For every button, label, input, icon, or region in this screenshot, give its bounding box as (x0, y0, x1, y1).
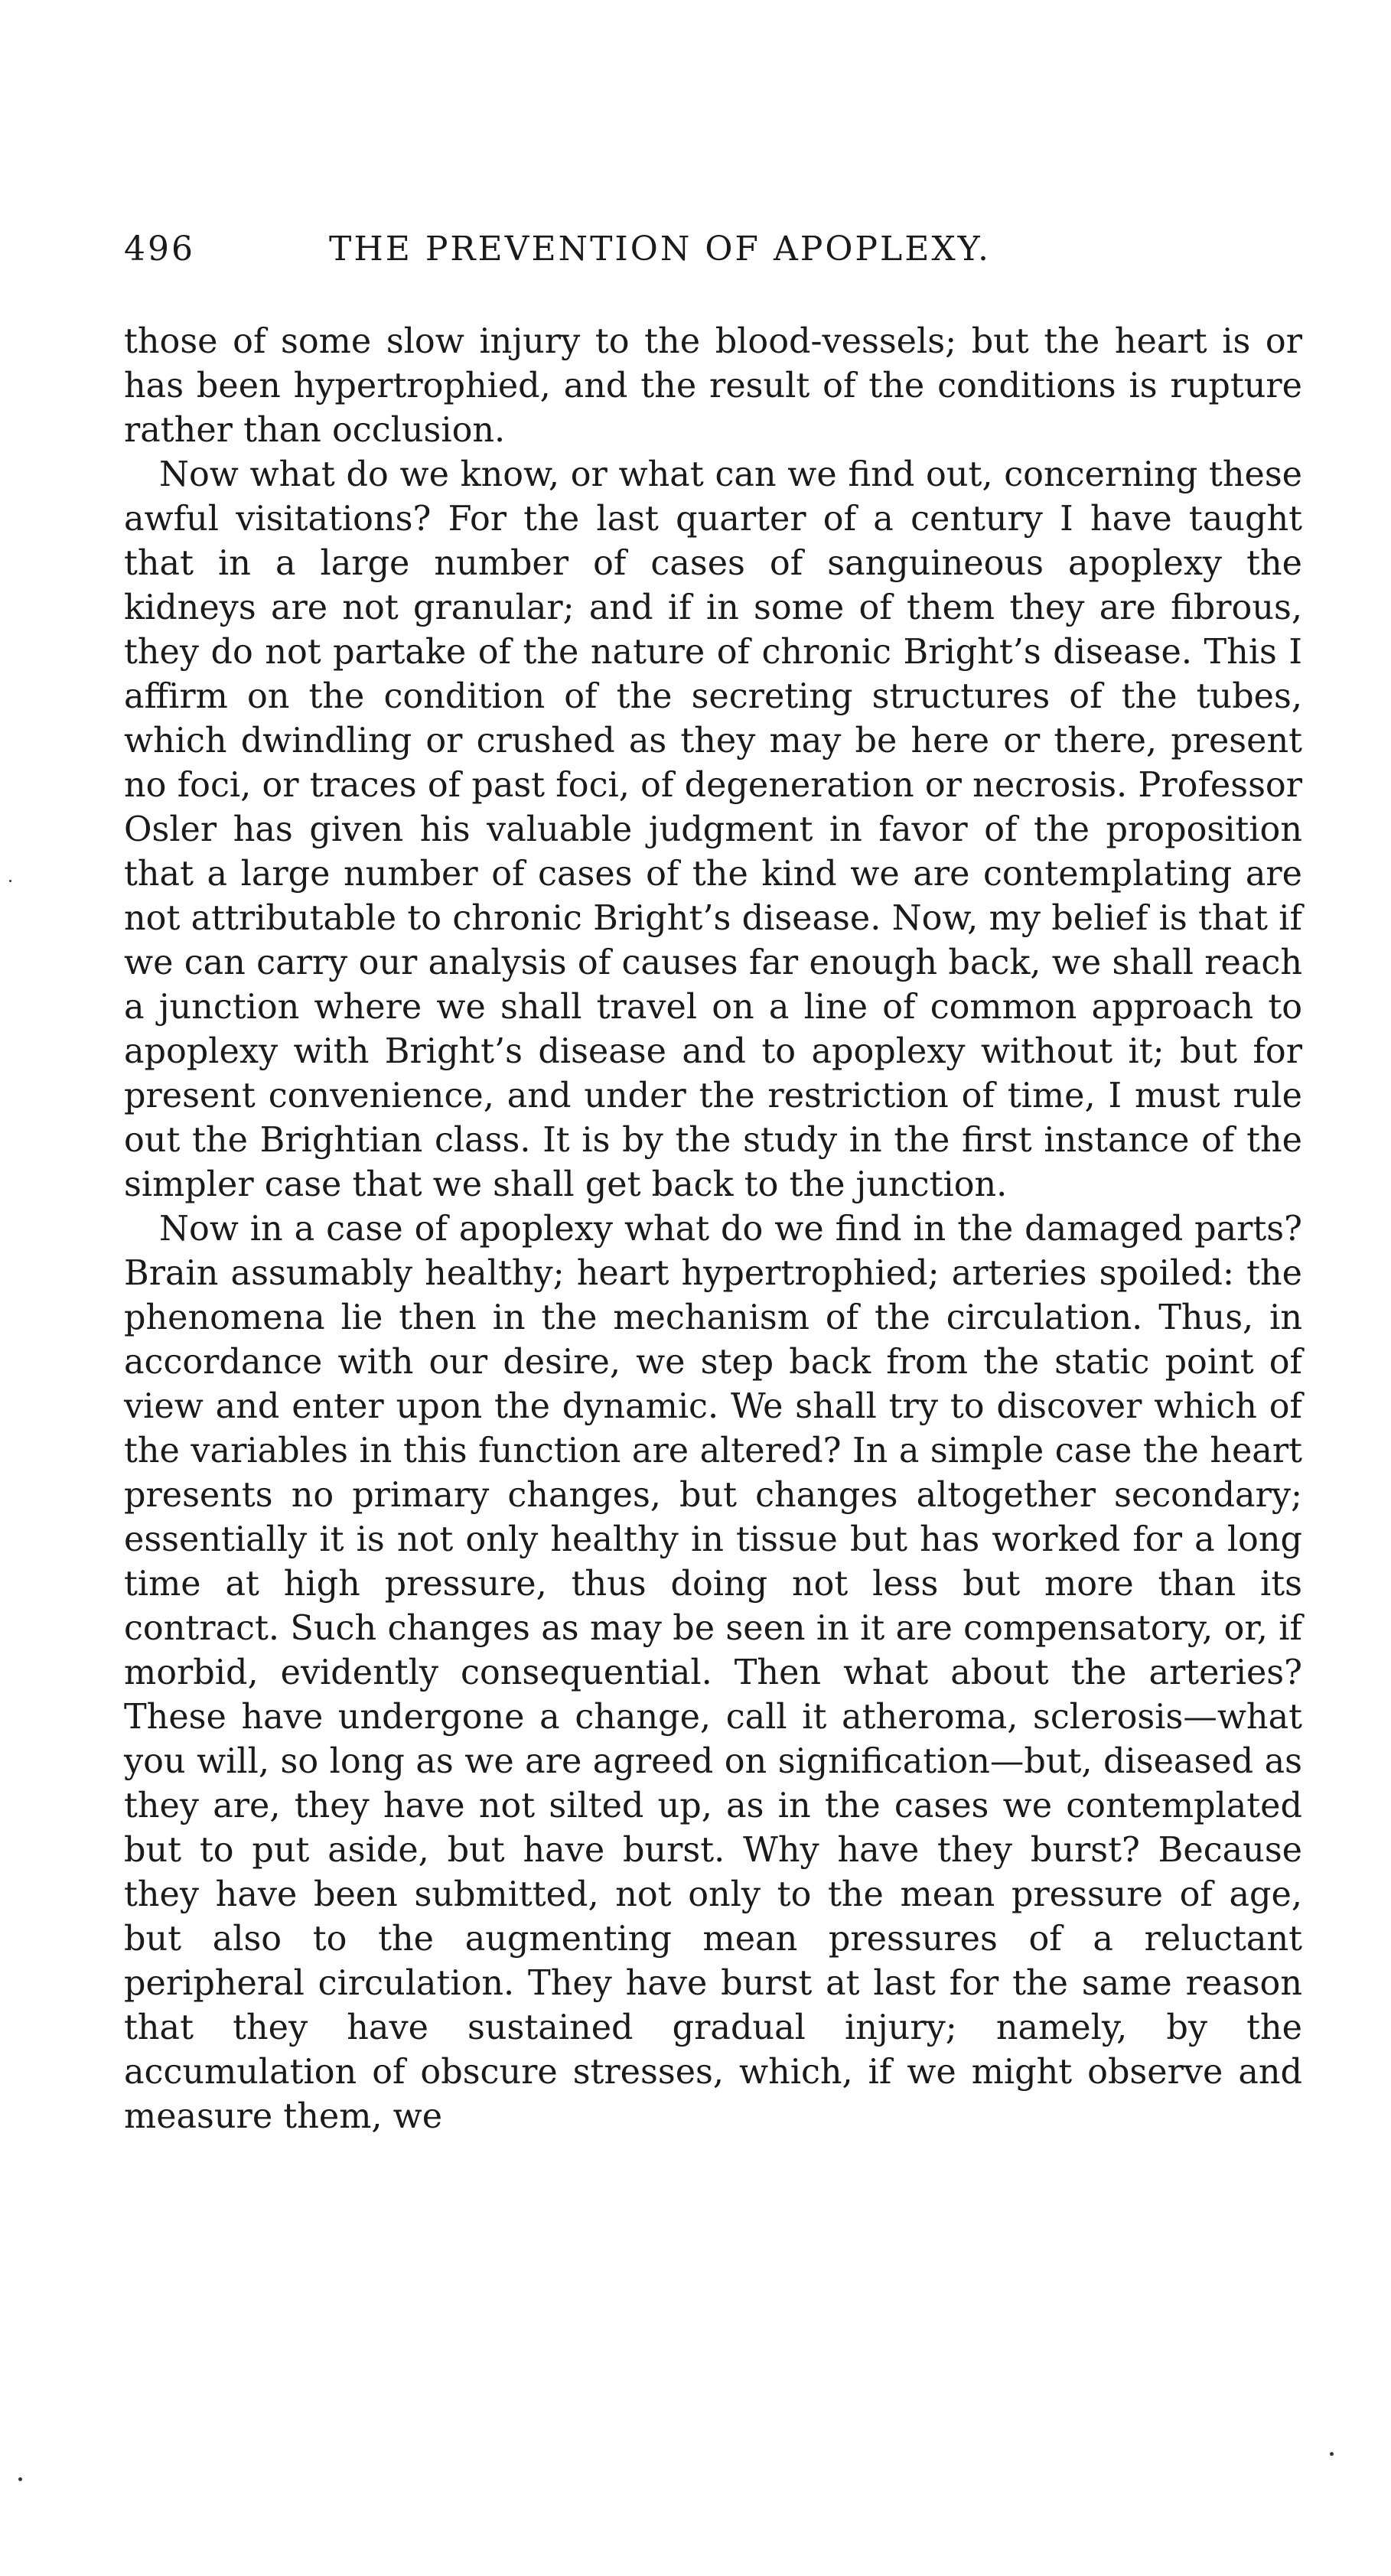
paragraph-continued: those of some slow injury to the blood-vessels; but the heart is or has been hypertrophied, and the result of the conditions is rupture rather than occlusion. (124, 322, 1302, 450)
page-number: 496 (124, 230, 195, 269)
running-head (124, 230, 1302, 283)
scan-speck (9, 880, 11, 882)
scan-speck (18, 2477, 22, 2481)
paragraph-damaged-parts: Now in a case of apoplexy what do we find in the damaged parts? Brain assumably healthy; heart hypertrophied; arteries spoiled: the phenomena lie then in the mechanism of the circulation. Thus, in accordance with our desire, we step back from the static point of view and enter upon the dynamic. We shall try to discover which of the variables in this function are altered? In a simple case the heart presents no primary changes, but changes altogether secondary; essentially it is not only healthy in tissue but has worked for a long time at high pressure, thus doing not less but more than its contract. Such changes as may be seen in it are compensatory, or, if morbid, evidently consequential. Then what about the arteries? These have undergone a change, call it atheroma, sclerosis—what you will, so long as we are agreed on signification—but, diseased as they are, they have not silted up, as in the cases we contemplated but to put aside, but have burst. Why have they burst? Because they have been submitted, not only to the mean pressure of age, but also to the augmenting mean pressures of a reluctant peripheral circulation. They have burst at last for the same reason that they have sustained gradual injury; namely, by the accumulation of obscure stresses, which, if we might observe and measure them, we (124, 1210, 1302, 2136)
running-title: THE PREVENTION OF APOPLEXY. (329, 230, 992, 269)
scan-speck (1330, 2452, 1334, 2456)
body-text (124, 320, 1302, 2139)
paragraph-visitations: Now what do we know, or what can we find out, concerning these awful visitations? For the last quarter of a century I have taught that in a large number of cases of sanguineous apoplexy the kidneys are not granular; and if in some of them they are fibrous, they do not partake of the nature of chronic Bright’s disease. This I affirm on the condition of the secreting structures of the tubes, which dwindling or crushed as they may be here or there, present no foci, or traces of past foci, of degeneration or necrosis. Professor Osler has given his valuable judgment in favor of the proposition that a large number of cases of the kind we are contemplating are not attributable to chronic Bright’s disease. Now, my belief is that if we can carry our analysis of causes far enough back, we shall reach a junction where we shall travel on a line of common approach to apoplexy with Bright’s disease and to apoplexy without it; but for present convenience, and under the restriction of time, I must rule out the Brightian class. It is by the study in the first instance of the simpler case that we shall get back to the junction. (124, 455, 1302, 1204)
